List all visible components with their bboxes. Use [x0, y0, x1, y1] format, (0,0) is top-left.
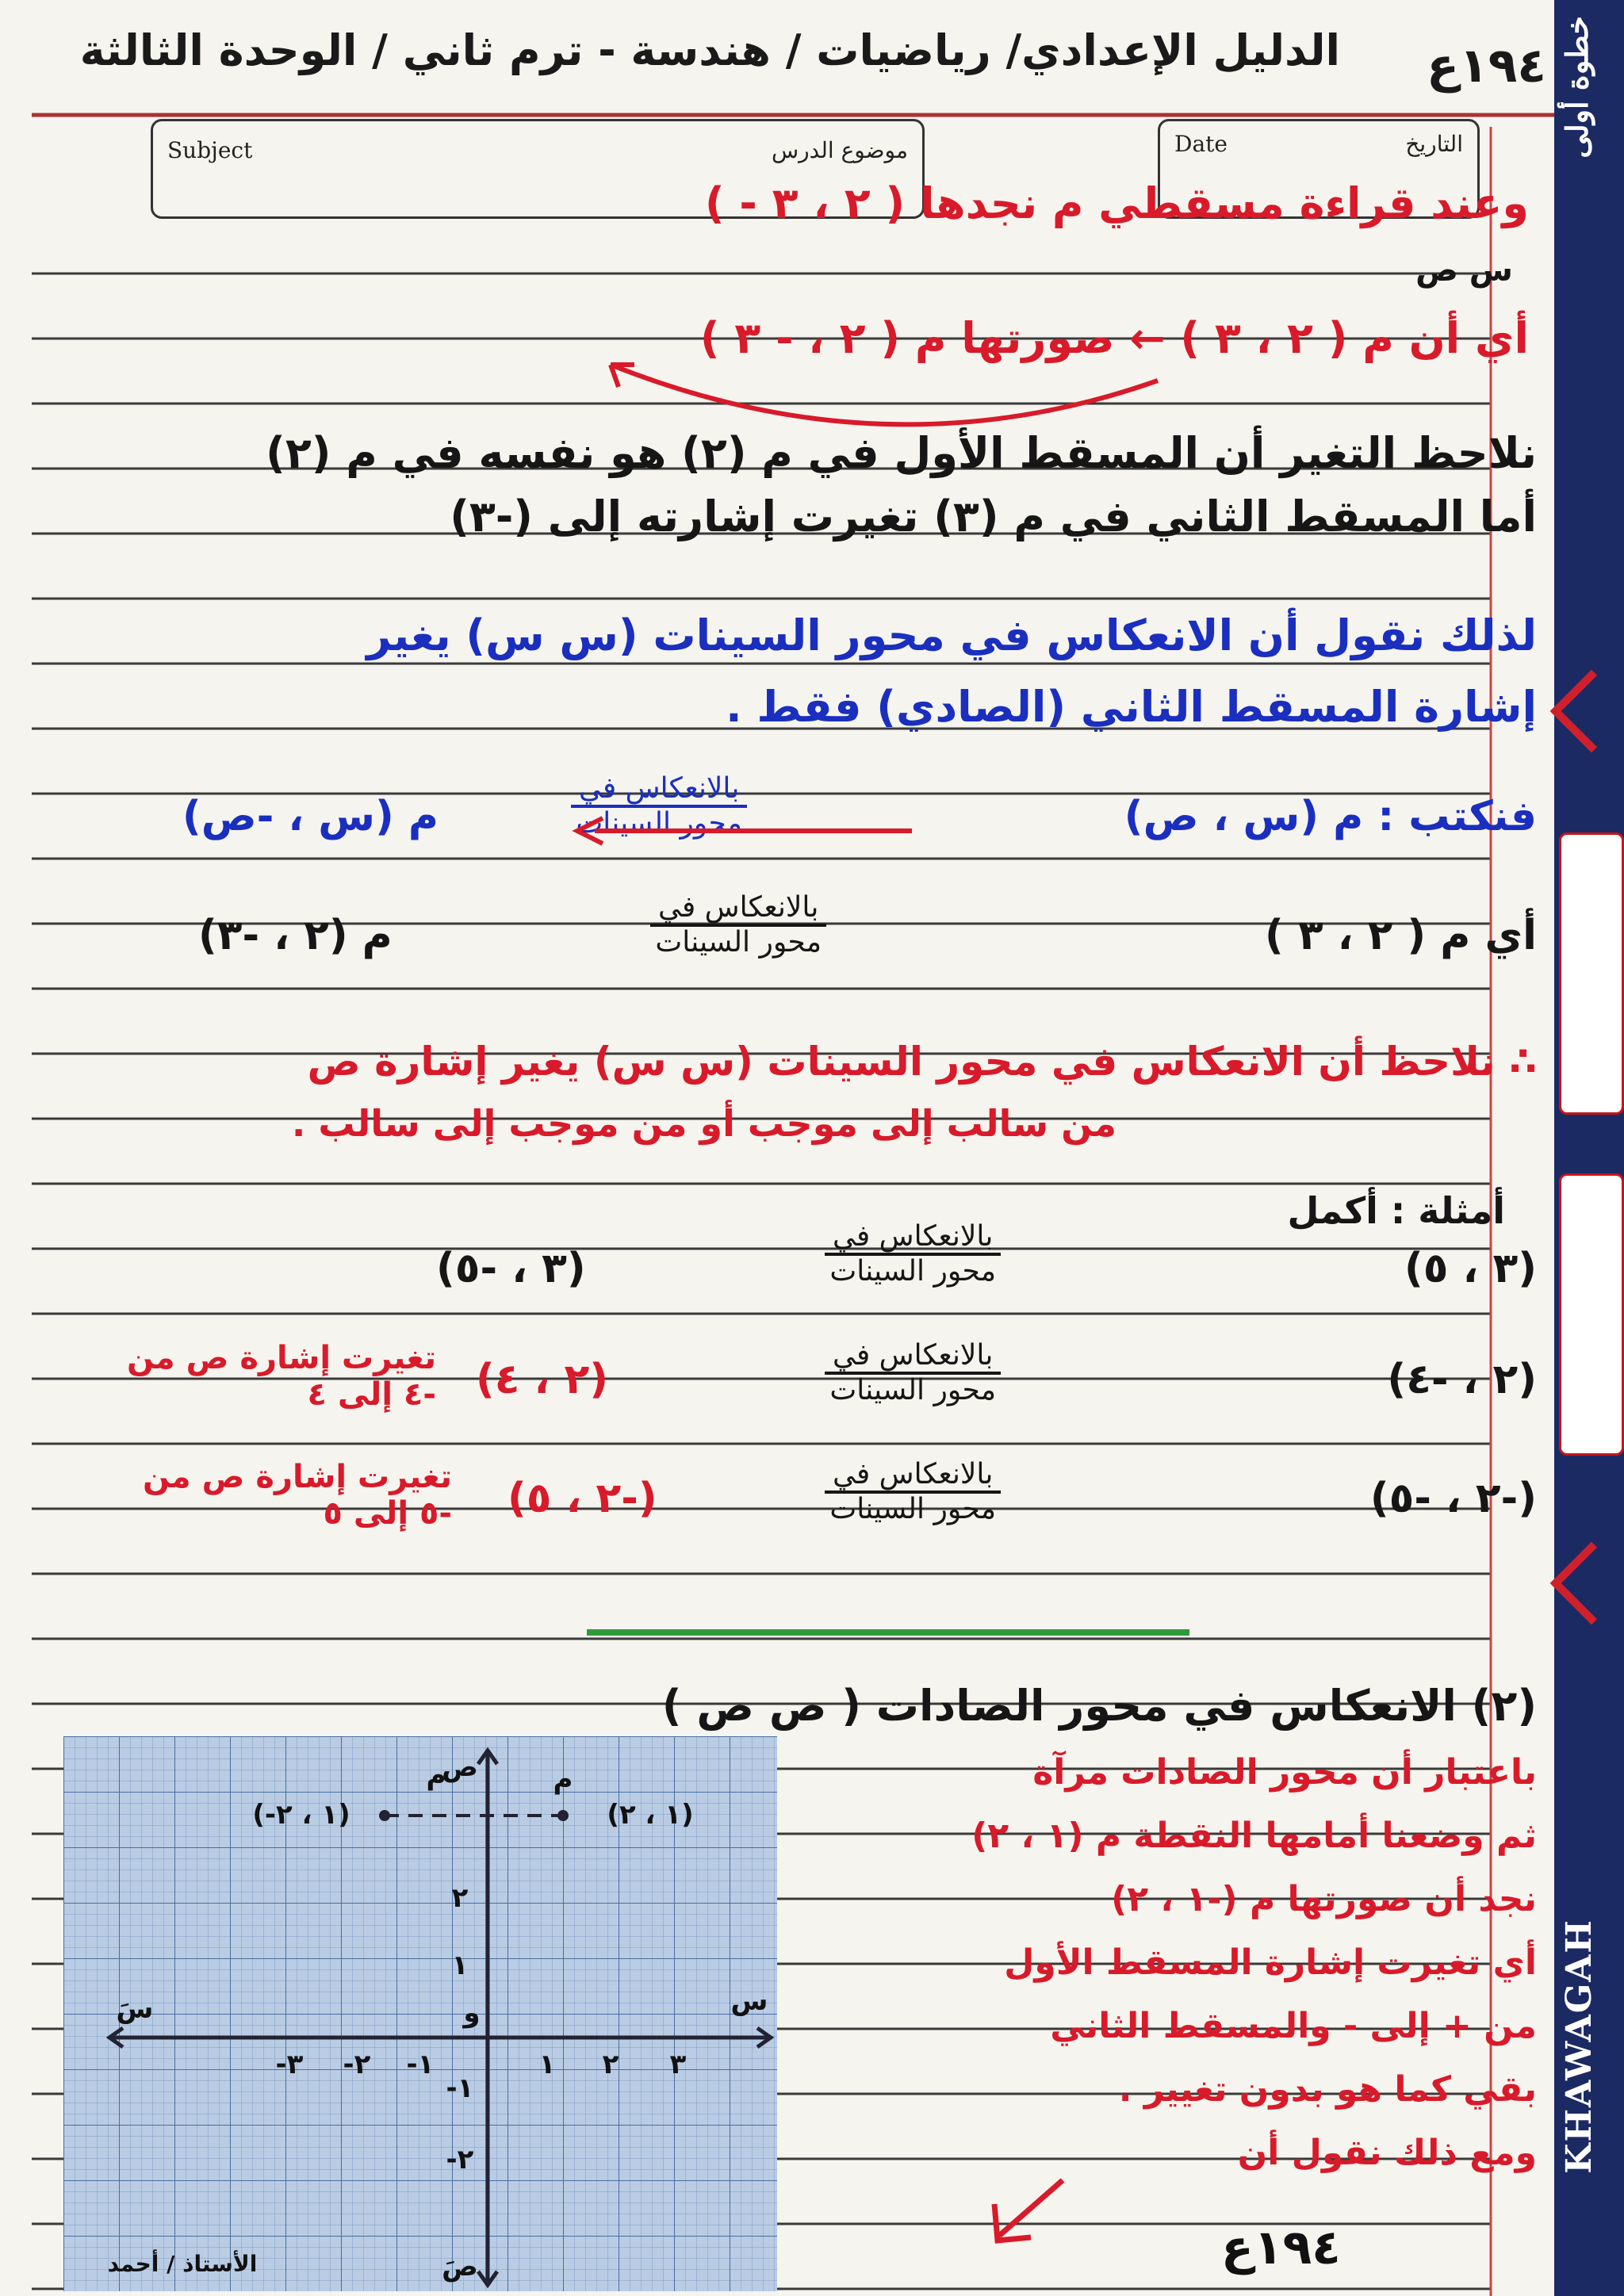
- note-line-6: إشارة المسقط الثاني (الصادي) فقط .: [726, 682, 1537, 732]
- ex2-note: تغيرت إشارة ص من -٤ إلى ٤: [126, 1340, 436, 1413]
- example-source: أي م ( ٢ ، ٣ ): [1264, 912, 1537, 959]
- coordinate-graph: [63, 1736, 777, 2291]
- svg-text:الأستاذ / أحمد: الأستاذ / أحمد: [107, 2251, 258, 2277]
- example-arrow: $\frac{\text{بالانعكاس في}}{\text{محور السينات}}$: [650, 892, 826, 958]
- svg-text:١: ١: [451, 1950, 469, 1981]
- note-line-3: نلاحظ التغير أن المسقط الأول في م (٢) هو نفسه في م (٢): [266, 428, 1537, 478]
- svg-text:-٢: -٢: [343, 2049, 371, 2080]
- svg-text:و: و: [463, 1997, 481, 2029]
- frac-top: بالانعكاس في: [571, 773, 747, 808]
- page-header: [48, 16, 1546, 103]
- s2-line-4: أي تغيرت إشارة المسقط الأول: [1004, 1942, 1537, 1983]
- ex3-arrow: $\frac{\text{بالانعكاس في}}{\text{محور السينات}}$: [825, 1459, 1001, 1525]
- timer-badge-icon: [1559, 1173, 1624, 1456]
- svg-text:صَ: صَ: [442, 2251, 478, 2283]
- ex1-result: (٣ ، -٥): [436, 1245, 586, 1292]
- svg-text:-١: -١: [446, 2072, 474, 2104]
- ex3-source: (-٢ ، -٥): [1369, 1475, 1537, 1522]
- svg-text:-٢: -٢: [446, 2144, 474, 2175]
- note-line-1: وعند قراءة مسقطي م نجدها ( ٢ ، ٣ - ): [704, 178, 1529, 228]
- note-line-9: ∴ نلاحظ أن الانعكاس في محور السينات (س س) يغير إشارة ص: [307, 1039, 1537, 1085]
- ex3-result: (-٢ ، ٥): [508, 1475, 657, 1522]
- ex2-source: (٢ ، -٤): [1387, 1356, 1537, 1403]
- ex2-result: (٢ ، ٤): [476, 1356, 608, 1403]
- svg-text:١: ١: [538, 2049, 556, 2080]
- svg-text:-٣: -٣: [275, 2049, 304, 2080]
- note-line-5: لذلك نقول أن الانعكاس في محور السينات (س س) يغير: [366, 610, 1537, 660]
- sidebar-brand: KHAWAGAH: [1559, 1919, 1599, 2174]
- point-p: [557, 1810, 569, 1821]
- note-line-2: أي أن م ( ٢ ، ٣ ) ← صورتها م ( ٢ ، - ٣ ): [699, 313, 1529, 363]
- note-line-4: أما المسقط الثاني في م (٣) تغيرت إشارته إلى (-٣): [450, 492, 1537, 541]
- red-arrow-icon: [571, 815, 912, 847]
- svg-text:٣: ٣: [669, 2049, 687, 2080]
- subject-label-ar: موضوع الدرس: [771, 137, 908, 163]
- s2-line-7: ومع ذلك نقول أن: [1237, 2133, 1537, 2173]
- svg-text:م: م: [553, 1763, 573, 1795]
- s2-line-3: نجد أن صورتها م (-١ ، ٢): [1111, 1879, 1537, 1919]
- s2-line-2: ثم وضعنا أمامها النقطة م (١ ، ٢): [971, 1816, 1537, 1856]
- rule-image: م (س ، -ص): [182, 793, 439, 840]
- svg-text:م: م: [426, 1759, 446, 1791]
- examples-heading: أمثلة : أكمل: [1287, 1189, 1505, 1232]
- chevron-icon: [1550, 670, 1624, 753]
- svg-text:ص: ص: [442, 1751, 478, 1783]
- svg-text:(١ ، ٢): (١ ، ٢): [607, 1799, 694, 1831]
- svg-text:٢: ٢: [451, 1882, 469, 1914]
- svg-text:٢: ٢: [602, 2049, 619, 2080]
- s2-line-6: بقي كما هو بدون تغيير .: [1118, 2069, 1537, 2110]
- svg-text:(-١ ، ٢): (-١ ، ٢): [252, 1799, 350, 1831]
- s2-line-1: باعتبار أن محور الصادات مرآة: [1032, 1752, 1537, 1793]
- svg-text:س: س: [730, 1985, 768, 2017]
- pointer-arrow-icon: [983, 2172, 1071, 2252]
- footer-page-code: ١٩٤ع: [1221, 2220, 1341, 2275]
- subject-label-en: Subject: [167, 137, 253, 163]
- axis-labels: س ص: [1415, 252, 1513, 289]
- ex3-note: تغيرت إشارة ص من -٥ إلى ٥: [142, 1459, 452, 1532]
- svg-text:-١: -١: [406, 2049, 435, 2080]
- example-image: م (٢ ، -٣): [198, 912, 393, 959]
- ex1-arrow: $\frac{\text{بالانعكاس في}}{\text{محور السينات}}$: [825, 1221, 1001, 1287]
- section-2-title: (٢) الانعكاس في محور الصادات ( ص ص ): [661, 1681, 1537, 1731]
- brand-sidebar: [1554, 0, 1624, 2296]
- point-p-prime: [379, 1810, 390, 1821]
- sidebar-tagline: خطوة أولى: [1559, 16, 1595, 159]
- page-code: ١٩٤ع: [1427, 38, 1546, 94]
- start-badge-icon: [1559, 832, 1624, 1115]
- s2-line-5: من + إلى - والمسقط الثاني: [1050, 2006, 1537, 2046]
- ex2-arrow: $\frac{\text{بالانعكاس في}}{\text{محور السينات}}$: [825, 1340, 1001, 1406]
- ex1-source: (٣ ، ٥): [1404, 1245, 1537, 1292]
- chevron-icon: [1550, 1542, 1624, 1625]
- rule-source: فنكتب : م (س ، ص): [1124, 793, 1537, 840]
- date-label-en: Date: [1174, 131, 1228, 157]
- note-line-10: من سالب إلى موجب أو من موجب إلى سالب .: [291, 1102, 1116, 1145]
- section-divider: [587, 1629, 1189, 1636]
- svg-text:سَ: سَ: [116, 1993, 154, 2025]
- header-title: الدليل الإعدادي/ رياضيات / هندسة - ترم ثاني / الوحدة الثالثة: [79, 25, 1340, 75]
- frac-bottom: محور السينات: [576, 806, 742, 840]
- graph-svg: [63, 1736, 777, 2291]
- date-label-ar: التاريخ: [1405, 131, 1463, 157]
